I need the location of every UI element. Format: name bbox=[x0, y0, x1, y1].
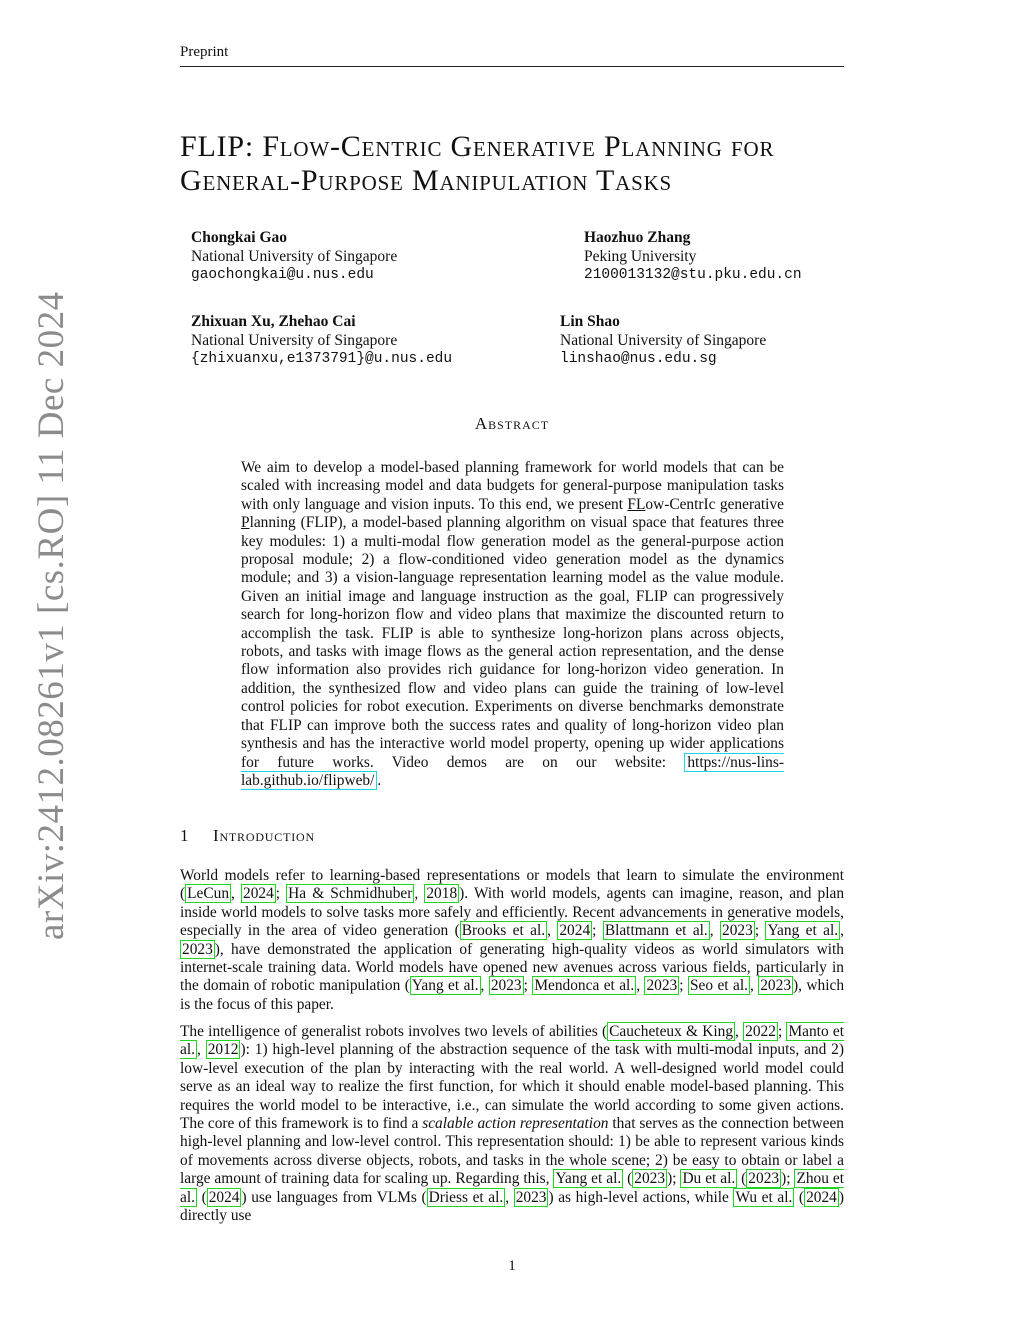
author-email: gaochongkai@u.nus.edu bbox=[191, 267, 374, 283]
citation-link[interactable]: Wu et al. bbox=[735, 1188, 793, 1206]
citation-link[interactable]: Seo et al. bbox=[689, 977, 748, 995]
citation-link[interactable]: Yang et al. bbox=[767, 922, 839, 940]
citation-link[interactable]: Mendonca et al. bbox=[534, 977, 635, 995]
citation-link[interactable]: Blattmann et al. bbox=[604, 922, 708, 940]
citation-link[interactable]: 2022 bbox=[745, 1023, 776, 1040]
section-heading-introduction bbox=[180, 826, 315, 846]
citation-link[interactable]: 2023 bbox=[748, 1170, 780, 1188]
author-email: linshao@nus.edu.sg bbox=[560, 351, 717, 367]
arxiv-side-stamp: arXiv:2412.08261v1 [cs.RO] 11 Dec 2024 bbox=[31, 291, 72, 940]
author-affiliation: National University of Singapore bbox=[560, 332, 767, 349]
website-link[interactable]: https://nus-lins-lab.github.io/flipweb/ bbox=[241, 753, 784, 789]
citation-link[interactable]: 2023 bbox=[760, 977, 792, 995]
abstract-heading: Abstract bbox=[474, 414, 550, 433]
citation-link[interactable]: 2023 bbox=[182, 940, 213, 958]
citation-link[interactable]: 2024 bbox=[806, 1188, 837, 1206]
author-block bbox=[191, 312, 452, 369]
author-name: Zhixuan Xu, Zhehao Cai bbox=[191, 313, 356, 330]
author-name: Haozhuo Zhang bbox=[584, 229, 691, 246]
paper-title: FLIP: Flow-Centric Generative Planning for General-Purpose Manipulation Tasks bbox=[180, 130, 775, 197]
author-block bbox=[560, 312, 766, 369]
citation-link[interactable]: 2012 bbox=[207, 1041, 239, 1059]
citation-link[interactable]: 2023 bbox=[490, 977, 522, 995]
header-rule bbox=[180, 66, 844, 67]
author-name: Lin Shao bbox=[560, 313, 620, 330]
abstract-body: We aim to develop a model-based planning framework for world models that can be scaled with increasing model and data budgets for general-purpose manipulation tasks with only language and vision inputs. To this end, we present FLow-CentrIc generative Planning (FLIP), a model-based planning algorithm on visual space that features three key modules: 1) a multi-modal flow generation model as the general-purpose action proposal module; 2) a flow-conditioned video generation model as the dynamics module; and 3) a vision-language representation learning model as the value module. Given an initial image and language instruction as the goal, FLIP can progressively search for long-horizon flow and video plans that maximize the discounted return to accomplish the task. FLIP is able to synthesize long-horizon plans across objects, robots, and tasks with image flows as the general action representation, and the dense flow information also provides rich guidance for long-horizon video generation. In addition, the synthesized flow and video plans can guide the training of low-level control policies for robot execution. Experiments on diverse benchmarks demonstrate that FLIP can improve both the success rates and quality of long-horizon video plan synthesis and has the interactive world model property, opening up wider applications for future works. Video demos are on our website: https://nus-lins-lab.github.io/flipweb/ . bbox=[241, 459, 784, 789]
author-block bbox=[584, 228, 802, 285]
author-email: 2100013132@stu.pku.edu.cn bbox=[584, 267, 802, 283]
citation-link[interactable]: 2023 bbox=[646, 977, 678, 995]
section-title: Introduction bbox=[213, 826, 315, 845]
author-affiliation: Peking University bbox=[584, 248, 697, 265]
citation-link[interactable]: Ha & Schmidhuber bbox=[288, 885, 413, 903]
author-name: Chongkai Gao bbox=[191, 229, 288, 246]
intro-paragraph: The intelligence of generalist robots involves two levels of abilities ( Caucheteux & King , 2022 ; Manto et al. , 2012 ): 1) high-level planning of the abstraction sequence of the task with multi-modal inputs, and 2) low-level execution of the plan by interacting with the real world. A well-designed world model could serve as an ideal way to realize the first function, for which it should enable model-based planning. This requires the world model to be interactive, i.e., can simulate the world according to some given actions. The core of this framework is to find a scalable action representation that serves as the connection between high-level planning and low-level control. This representation should: 1) be able to represent various kinds of movements across diverse objects, robots, and tasks in the whole scene; 2) be easy to obtain or label a large amount of training data for scaling up. Regarding this, Yang et al. ( 2023 ); Du et al. ( 2023 ); Zhou et al. ( 2024 ) use languages from VLMs ( Driess et al. , 2023 ) as high-level actions, while Wu et al. ( 2024 ) directly use bbox=[180, 1023, 845, 1225]
author-affiliation: National University of Singapore bbox=[191, 332, 398, 349]
page-number: 1 bbox=[508, 1258, 516, 1274]
citation-link[interactable]: Zhou et al. bbox=[180, 1170, 844, 1206]
citation-link[interactable]: Driess et al. bbox=[428, 1188, 504, 1206]
citation-link[interactable]: 2023 bbox=[515, 1188, 547, 1206]
section-number: 1 bbox=[180, 826, 190, 845]
citation-link[interactable]: LeCun bbox=[187, 885, 230, 903]
citation-link[interactable]: 2023 bbox=[634, 1170, 666, 1188]
citation-link[interactable]: Du et al. bbox=[682, 1170, 736, 1188]
intro-paragraph: World models refer to learning-based representations or models that learn to simulate the environment ( LeCun , 2024 ; Ha & Schmidhuber , 2018 ). With world models, agents can imagine, reason, and plan inside world models to solve tasks more safely and efficiently. Recent advancements in generative models, especially in the area of video generation ( Brooks et al. , 2024 ; Blattmann et al. , 2023 ; Yang et al. , 2023 ), have demonstrated the application of generating high-quality videos as world simulators with internet-scale training data. World models have opened new avenues across various fields, particularly in the domain of robotic manipulation ( Yang et al. , 2023 ; Mendonca et al. , 2023 ; Seo et al. , 2023 ), which is the focus of this paper. bbox=[180, 867, 845, 1013]
author-block bbox=[191, 228, 397, 285]
citation-link[interactable]: 2024 bbox=[559, 922, 591, 940]
citation-link[interactable]: Brooks et al. bbox=[461, 922, 546, 940]
citation-link[interactable]: 2023 bbox=[722, 922, 753, 940]
citation-link[interactable]: 2024 bbox=[243, 885, 274, 903]
author-email: {zhixuanxu,e1373791}@u.nus.edu bbox=[191, 351, 453, 367]
citation-link[interactable]: Caucheteux & King bbox=[609, 1023, 734, 1040]
running-head: Preprint bbox=[180, 44, 229, 60]
author-affiliation: National University of Singapore bbox=[191, 248, 398, 265]
citation-link[interactable]: Manto et al. bbox=[180, 1023, 845, 1059]
citation-link[interactable]: Yang et al. bbox=[411, 977, 479, 995]
citation-link[interactable]: Yang et al. bbox=[555, 1170, 622, 1188]
citation-link[interactable]: 2018 bbox=[426, 885, 458, 903]
emphasis: scalable action representation bbox=[422, 1115, 609, 1133]
citation-link[interactable]: 2024 bbox=[208, 1188, 240, 1206]
